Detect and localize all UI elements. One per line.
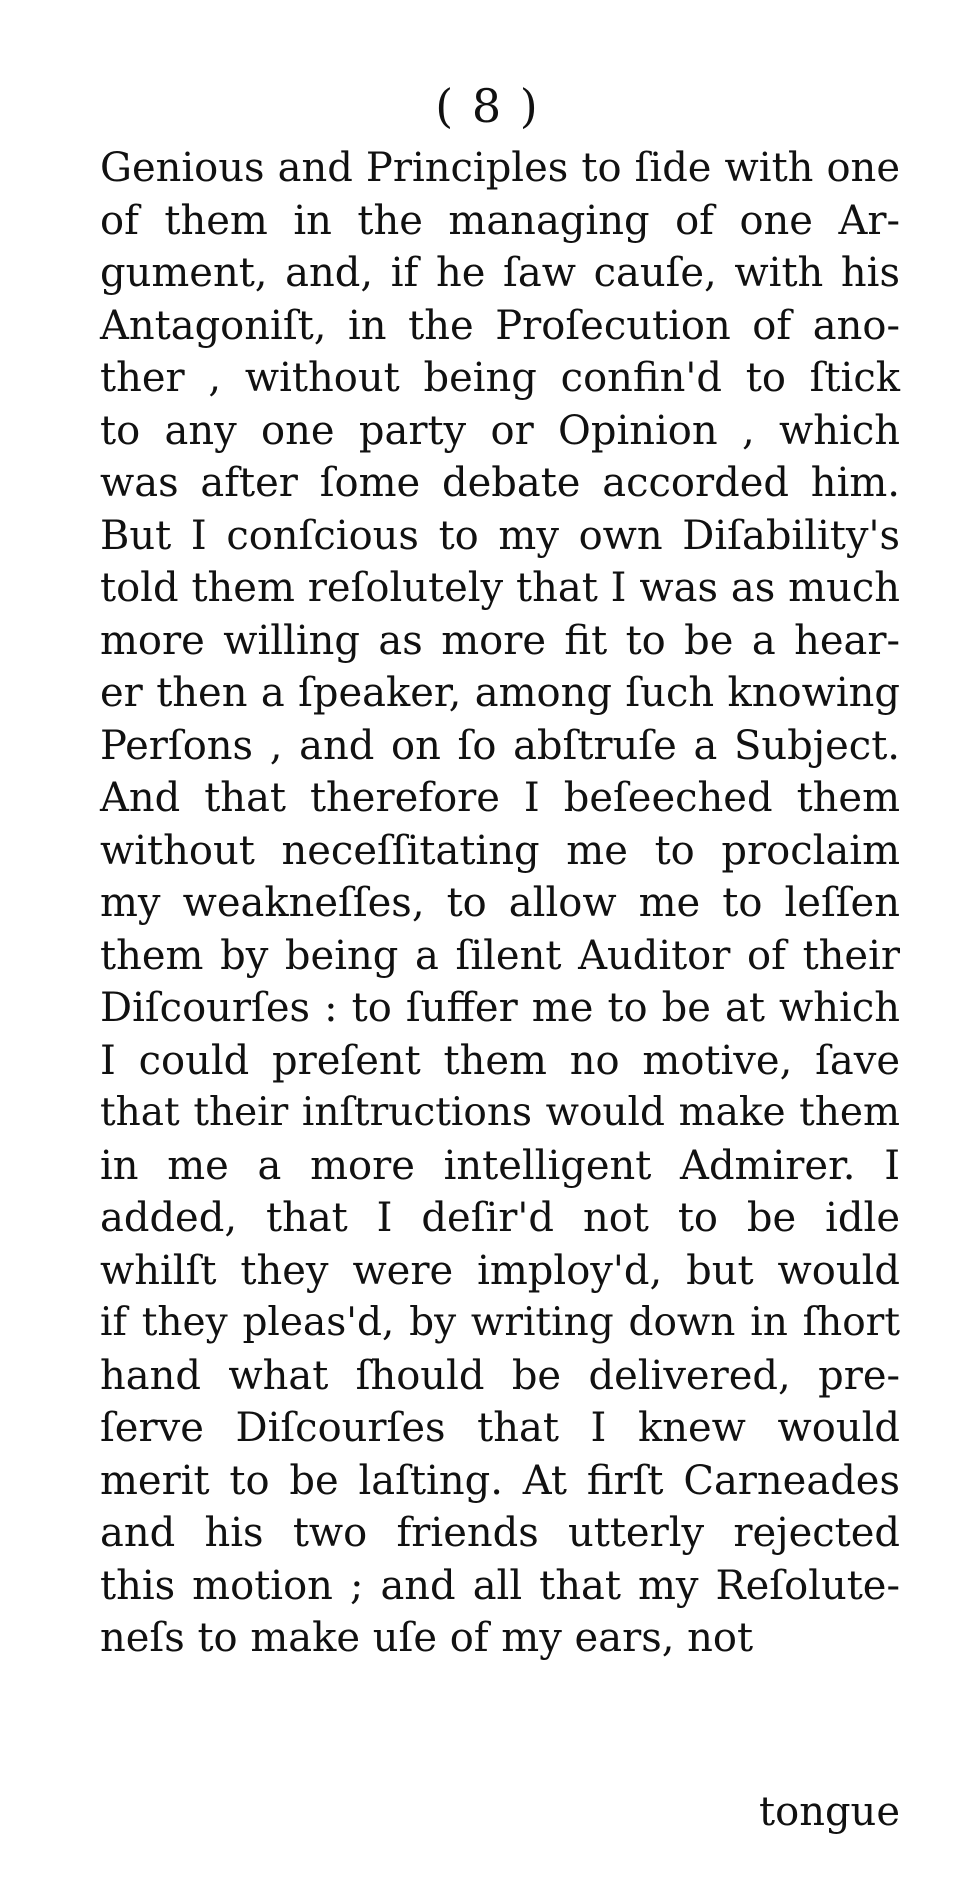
text-line: ſerve Diſcourſes that I knew would [100,1405,900,1451]
text-line: hand what ſhould be delivered, pre- [100,1352,900,1399]
text-line: And that therefore I beſeeched them [100,775,900,821]
text-line: Perſons , and on ſo abſtruſe a Subject. [100,722,900,769]
text-line: whilſt they were imploy'd, but would [100,1247,900,1294]
text-line: in me a more intelligent Admirer. I [100,1142,900,1189]
text-line: Antagoniſt, in the Proſecution of ano- [100,302,900,349]
text-line: I could preſent them no motive, ſave [100,1037,900,1084]
text-line: of them in the managing of one Ar- [100,197,900,244]
text-line: my weakneſſes, to allow me to leſſen [100,880,900,926]
catchword: tongue [759,1789,900,1835]
text-line: gument, and, if he ſaw cauſe, with his [100,250,900,296]
text-line: to any one party or Opinion , which [100,407,900,454]
text-line: Diſcourſes : to ſuffer me to be at which [100,985,900,1031]
text-line: Genious and Principles to ſide with one [100,145,900,191]
text-line: merit to be laſting. At firſt Carneades [100,1457,900,1504]
text-line: more willing as more fit to be a hear- [100,617,900,664]
text-line: without neceſſitating me to proclaim [100,827,900,874]
text-line: them by being a ſilent Auditor of their [100,932,900,979]
text-line: neſs to make uſe of my ears, not [100,1615,754,1661]
text-line: told them reſolutely that I was as much [100,565,900,611]
body-text [100,142,900,1665]
text-line: But I conſcious to my own Diſability's [100,512,900,559]
text-line: and his two friends utterly rejected [100,1510,900,1556]
text-line: er then a ſpeaker, among ſuch knowing [100,670,900,716]
text-line: if they pleas'd, by writing down in ſhort [100,1300,900,1345]
text-line: added, that I deſir'd not to be idle [100,1195,900,1241]
text-line: ther , without being confin'd to ſtick [100,355,900,401]
text-line: this motion ; and all that my Reſolute- [100,1562,900,1609]
page-number: ( 8 ) [435,79,540,133]
text-line: that their inſtructions would make them [100,1090,900,1135]
text-line: was after ſome debate accorded him. [100,460,900,506]
